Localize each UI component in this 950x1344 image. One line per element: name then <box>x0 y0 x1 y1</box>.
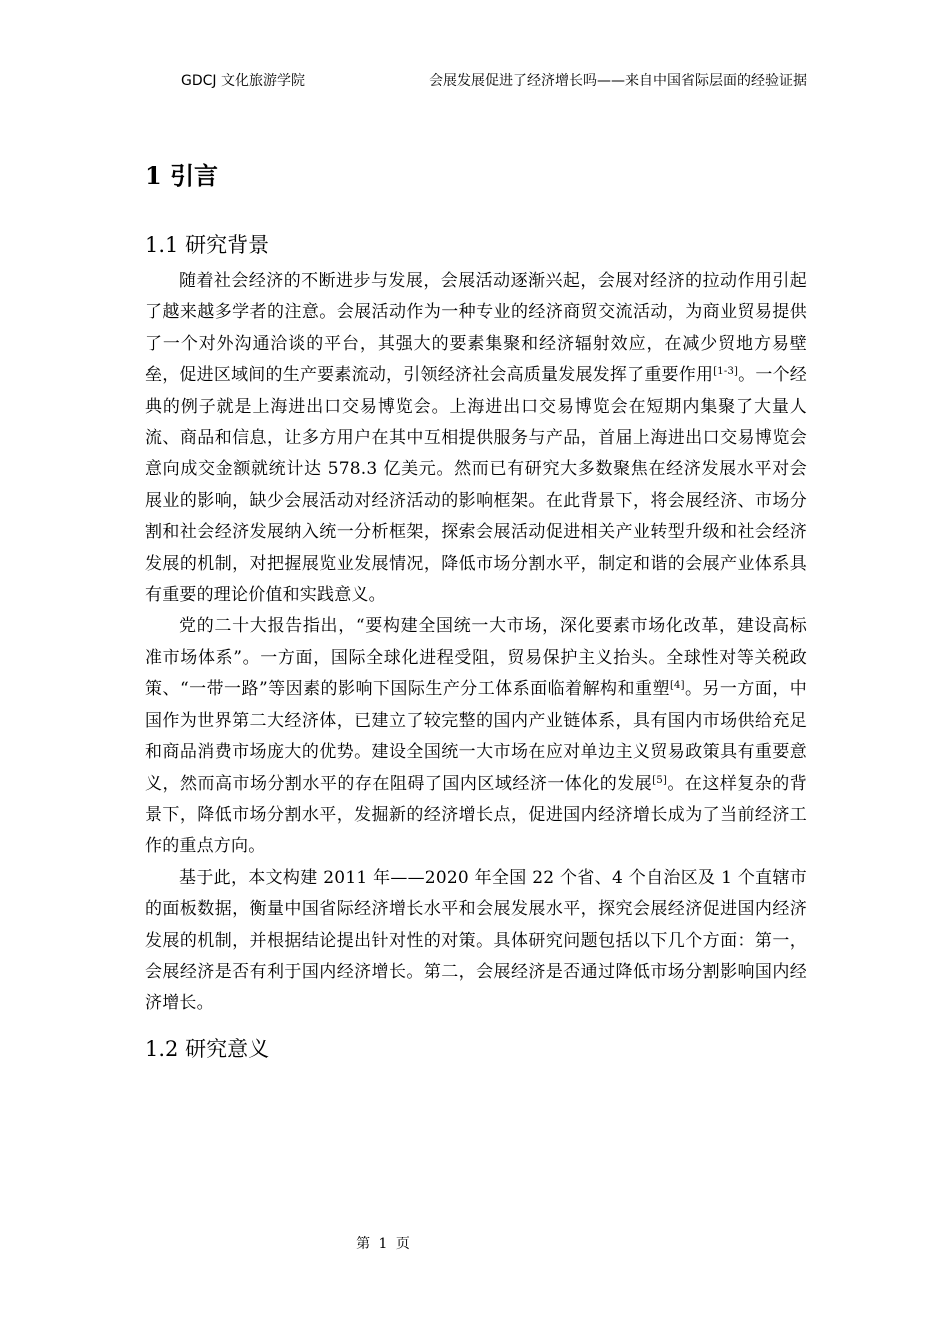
paragraph-1-text-b: 。一个经典的例子就是上海进出口交易博览会。上海进出口交易博览会在短期内集聚了大量人流、商品和信息，让多方用户在其中互相提供服务与产品，首届上海进出口交易博览会意向成交金额就统计达 578.3 亿美元。然而已有研究大多数聚焦在经济发展水平对会展业的影响，缺少会展活动对经济活动的影响框架。在此背景下，将会展经济、市场分割和社会经济发展纳入统一分析框架，探索会展活动促进相关产业转型升级和社会经济发展的机制，对把握展览业发展情况，降低市场分割水平，制定和谐的会展产业体系具有重要的理论价值和实践意义。 <box>145 365 807 606</box>
paragraph-2-text-b: 。另一方面，中国作为世界第二大经济体，已建立了较完整的国内产业链体系，具有国内市场供给充足和商品消费市场庞大的优势。建设全国统一大市场在应对单边主义贸易政策具有重要意义，然而高市场分割水平的存在阻碍了国内区域经济一体化的发展 <box>145 679 807 794</box>
section-heading-background <box>145 228 807 262</box>
section-heading-significance <box>145 1032 807 1066</box>
section-title: 研究意义 <box>185 1036 270 1061</box>
section-number: 1.2 <box>145 1036 179 1061</box>
header-institution: GDCJ 文化旅游学院 <box>181 73 305 89</box>
chapter-title: 引言 <box>170 162 219 190</box>
paragraph-2 <box>145 611 807 862</box>
citation-ref: [1-3] <box>713 366 739 378</box>
paragraph-3: 基于此，本文构建 2011 年——2020 年全国 22 个省、4 个自治区及 1 个直辖市的面板数据，衡量中国省际经济增长水平和会展发展水平，探究会展经济促进国内经济发展的机制，并根据结论提出针对性的对策。具体研究问题包括以下几个方面：第一，会展经济是否有利于国内经济增长。第二，会展经济是否通过降低市场分割影响国内经济增长。 <box>145 867 807 1014</box>
section-body-background <box>145 266 807 1020</box>
paragraph-1 <box>145 266 807 611</box>
chapter-heading <box>145 156 807 196</box>
section-number: 1.1 <box>145 233 179 257</box>
citation-ref: [4] <box>669 680 685 692</box>
citation-ref: [5] <box>652 774 668 786</box>
page-number: 第 1 页 <box>356 1236 412 1252</box>
section-title: 研究背景 <box>185 233 270 257</box>
paragraph-2-text-c: 。在这样复杂的背景下，降低市场分割水平，发掘新的经济增长点，促进国内经济增长成为了当前经济工作的重点方向。 <box>145 773 807 857</box>
chapter-number: 1 <box>145 161 162 190</box>
paragraph-2-text-a: 党的二十大报告指出，“要构建全国统一大市场，深化要素市场化改革，建设高标准市场体系”。一方面，国际全球化进程受阻，贸易保护主义抬头。全球性对等关税政策、“一带一路”等因素的影响下国际生产分工体系面临着解构和重塑 <box>145 616 807 700</box>
header-paper-title: 会展发展促进了经济增长吗——来自中国省际层面的经验证据 <box>429 73 807 89</box>
paragraph-1-text-a: 随着社会经济的不断进步与发展，会展活动逐渐兴起，会展对经济的拉动作用引起了越来越多学者的注意。会展活动作为一种专业的经济商贸交流活动，为商业贸易提供了一个对外沟通洽谈的平台，其强大的要素集聚和经济辐射效应，在减少贸地方易壁垒，促进区域间的生产要素流动，引领经济社会高质量发展发挥了重要作用 <box>145 271 807 386</box>
page-body <box>145 150 807 1066</box>
page-header <box>0 70 950 90</box>
